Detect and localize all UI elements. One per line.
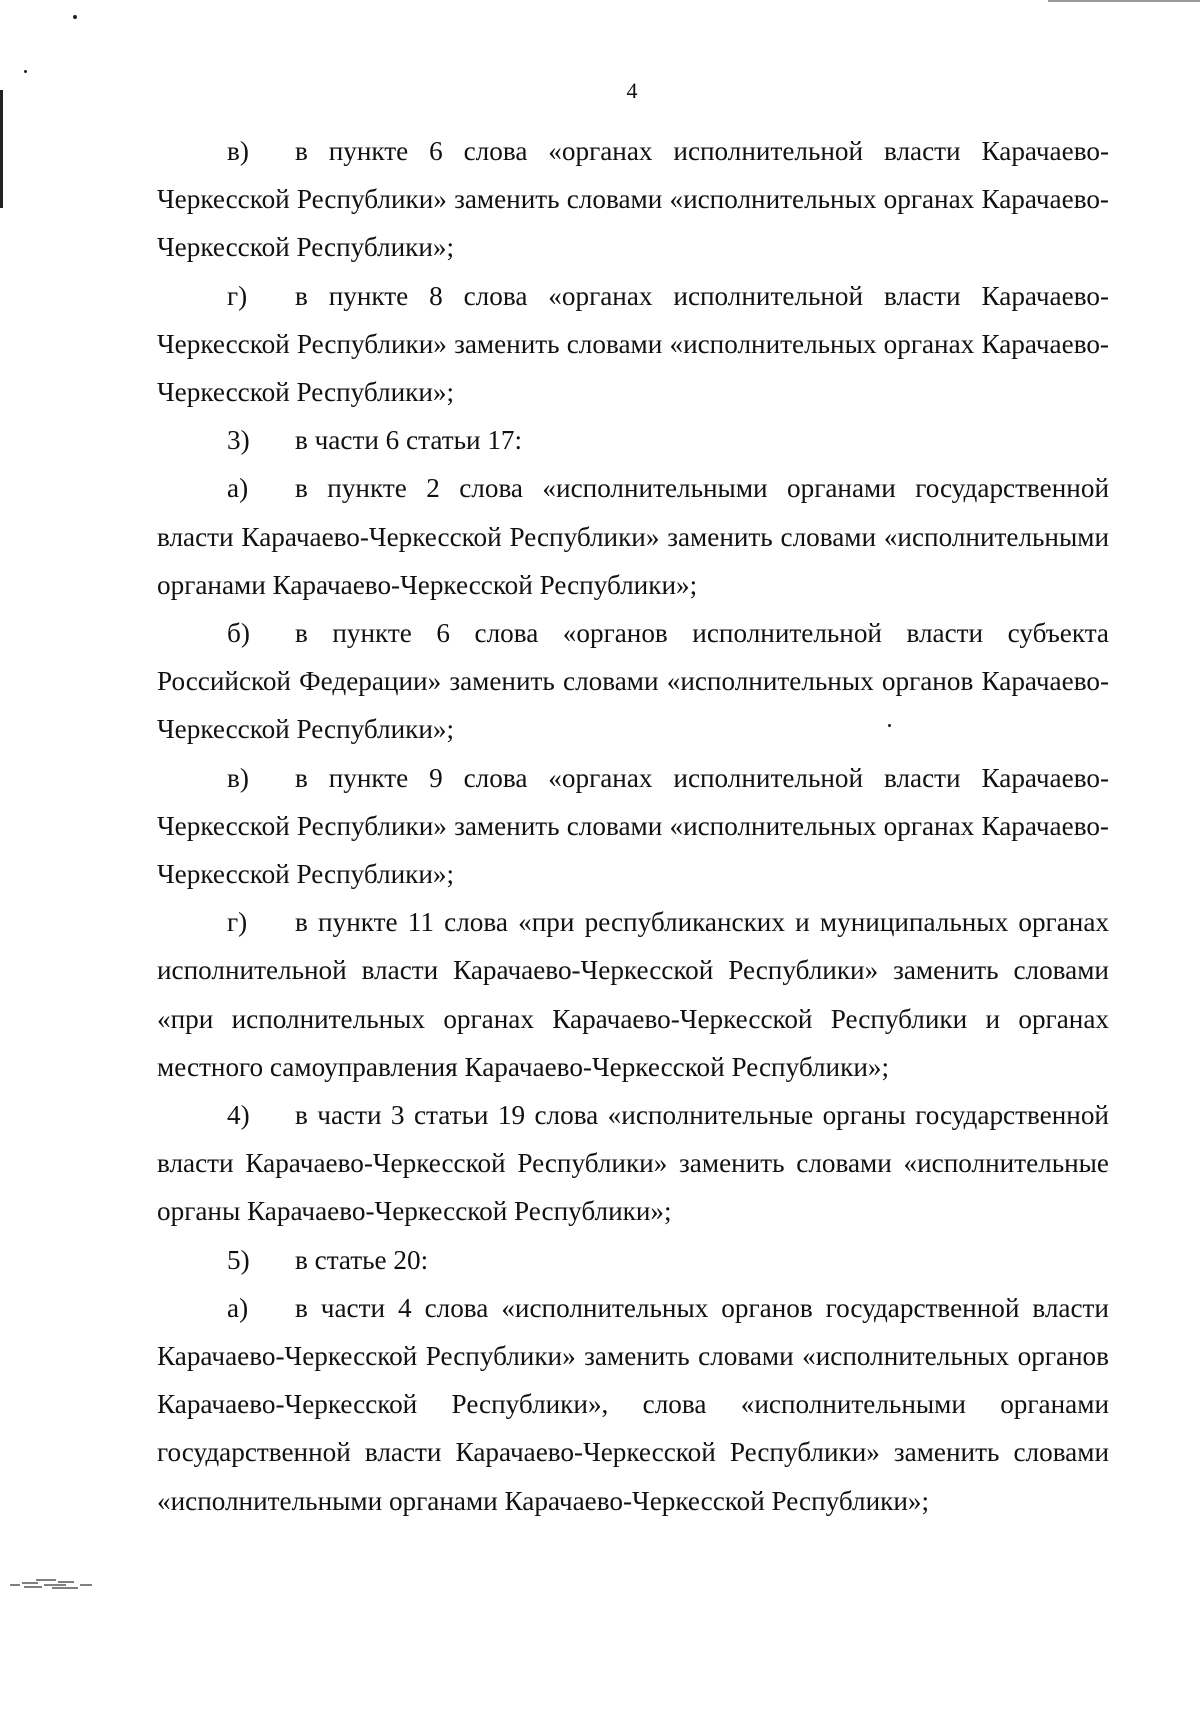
scan-edge-line [1048,0,1200,2]
page-number: 4 [626,78,638,103]
item-marker: б) [227,618,250,649]
paragraph [157,416,1109,464]
paragraph-text: в пункте 9 слова «органах исполнительной власти Карачаево-Черкесской Республики» заменить словами «исполнительных органах Карачаево-Черкесской Республики»; [157,762,1109,890]
paragraph-text: в пункте 6 слова «органах исполнительной власти Карачаево-Черкесской Республики» заменить словами «исполнительных органах Карачаево-Черкесской Республики»; [157,136,1109,263]
paragraph-text: в статье 20: [295,1244,429,1275]
scan-speck [73,15,77,19]
item-marker: а) [227,473,249,504]
paragraph [157,1284,1109,1525]
item-marker: а) [227,1292,249,1323]
paragraph-text: в пункте 2 слова «исполнительными органами государственной власти Карачаево-Черкесской Республики» заменить словами «исполнительными органами Карачаево-Черкесской Республики»; [157,473,1109,600]
scan-speck [24,70,27,73]
scan-artifact-mark [8,1575,94,1591]
item-marker: 4) [227,1100,250,1131]
item-marker: 3) [227,425,250,456]
paragraph-text: в части 3 статьи 19 слова «исполнительные органы государственной власти Карачаево-Черкесской Республики» заменить словами «исполнительные органы Карачаево-Черкесской Республики»; [157,1100,1109,1227]
document-body [157,127,1109,1525]
paragraph-text: в пункте 11 слова «при республиканских и муниципальных органах исполнительной власти Карачаево-Черкесской Республики» заменить словами «при исполнительных органах Карачаево-Черкесской Республики и органах местного самоуправления Карачаево-Черкесской Республики»; [157,907,1109,1082]
paragraph-text: в части 6 статьи 17: [295,425,523,456]
paragraph [157,898,1109,1091]
item-marker: г) [227,907,248,938]
paragraph [157,609,1109,754]
item-marker: 5) [227,1244,250,1275]
paragraph-text: в пункте 6 слова «органов исполнительной власти субъекта Российской Федерации» заменить словами «исполнительных органов Карачаево-Черкесской Республики»; [157,618,1109,745]
item-marker: в) [227,762,249,793]
scan-margin-line [0,90,3,208]
paragraph-text: в части 4 слова «исполнительных органов государственной власти Карачаево-Черкесской Республики» заменить словами «исполнительных органов Карачаево-Черкесской Республики», слова «исполнительными органами государственной власти Карачаево-Черкесской Республики» заменить словами «исполнительными органами Карачаево-Черкесской Республики»; [157,1292,1109,1516]
paragraph [157,754,1109,899]
paragraph [157,272,1109,417]
item-marker: в) [227,136,249,166]
paragraph [157,1236,1109,1284]
paragraph-text: в пункте 8 слова «органах исполнительной власти Карачаево-Черкесской Республики» заменить словами «исполнительных органах Карачаево-Черкесской Республики»; [157,280,1109,408]
paragraph [157,127,1109,272]
item-marker: г) [227,280,248,311]
paragraph [157,464,1109,609]
paragraph [157,1091,1109,1236]
